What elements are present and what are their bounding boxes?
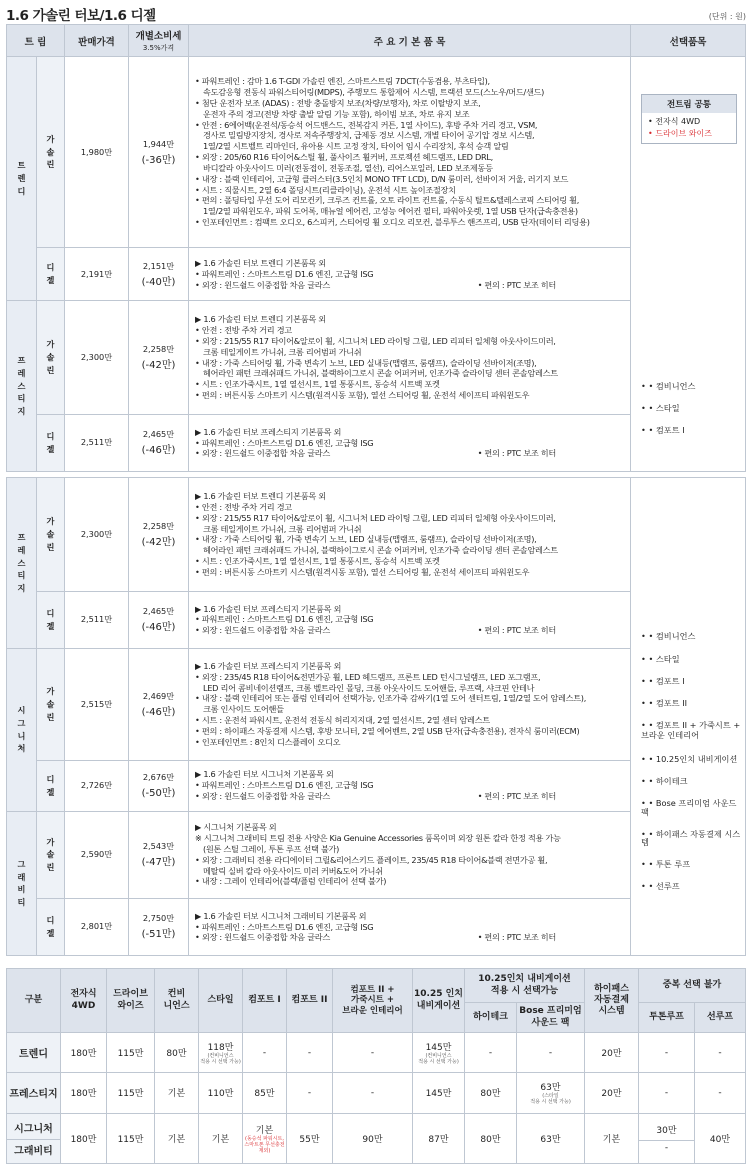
cell: 63만 (스타일 적용 시 선택 가능): [517, 1073, 585, 1113]
engine-gasoline: 가 솔 린: [37, 648, 65, 760]
option-item: • • 하이테크: [641, 777, 741, 785]
engine-diesel: 디 젤: [37, 760, 65, 811]
cell: -: [333, 1073, 413, 1113]
feature-list: ▶ 시그니처 기본품목 외 ※ 시그니처 그래비티 트림 전용 사양은 Kia Genuine Accessories 품목이며 외장 원톤 칼라 한정 적용 가능 (원톤 스틸 그레이, 투톤 루프 선택 불가) • 외장 : 그래비티 전용 라디에이터 그릴&리어스키드 플레이트, 235/45 R18 타이어&블랙 전면가공 휠, 메탈릭 실버 칼라 아웃사이드 미러 커버&도어 가니쉬 • 내장 : 그레이 인테리어(블랙/플럼 인테리어 선택 불가): [189, 811, 631, 898]
table-row: [7, 1033, 746, 1073]
trim-prestige: 프 레 스 티 지: [7, 477, 37, 648]
col-navigation: 10.25 인치 내비게이션: [413, 969, 465, 1033]
cell: 20만: [585, 1033, 639, 1073]
col-comfort2: 컴포트 II: [287, 969, 333, 1033]
page-title: 1.6 가솔린 터보/1.6 디젤: [6, 8, 156, 24]
engine-diesel: 디 젤: [37, 248, 65, 301]
cell: 기본: [155, 1113, 199, 1163]
col-division: 구분: [7, 969, 61, 1033]
cell: 145만: [413, 1073, 465, 1113]
cell: 20만: [585, 1073, 639, 1113]
cell: 85만: [243, 1073, 287, 1113]
trim-prestige: 프 레 스 티 지: [7, 301, 37, 472]
tax-price: 2,750만 (-51만): [129, 898, 189, 955]
tax-price: 2,469만 (-46만): [129, 648, 189, 760]
tax-price: 2,258만 (-42만): [129, 301, 189, 415]
cell: 180만: [61, 1113, 107, 1163]
cell: 80만: [465, 1073, 517, 1113]
cell: 기본: [199, 1113, 243, 1163]
feature-list: ▶ 1.6 가솔린 터보 트렌디 기본품목 외 • 안전 : 전방 주차 거리 경고 • 외장 : 215/55 R17 타이어&알로이 휠, 시그니처 LED 라이팅 그릴, LED 리피터 일체형 아웃사이드미러, 크롬 테일게이트 가니쉬, 크롬 리어범퍼 가니쉬 • 내장 : 가죽 스티어링 휠, 가죽 변속기 노브, LED 실내등(맵램프, 룸램프), 슬라이딩 선바이저(조명), 헤어라인 패턴 크래쉬패드 가니쉬, 블랙하이그로시 콘솔 어퍼커버, 인조가죽 슬라이딩 센터 콘솔암레스트 • 시트 : 인조가죽시트, 1열 열선시트, 1열 통풍시트, 동승석 시트백 포켓 • 편의 : 버튼시동 스마트키 시스템(원격시동 포함), 열선 스티어링 휠, 운전석 세이프티 파워윈도우: [189, 301, 631, 415]
header-tax: 개별소비세 3.5%가격: [129, 25, 189, 57]
col-4wd: 전자식 4WD: [61, 969, 107, 1033]
cell: 145만 (컨비니언스 적용 시 선택 가능): [413, 1033, 465, 1073]
row-label: 시그니처 그래비티: [7, 1113, 61, 1163]
col-style: 스타일: [199, 969, 243, 1033]
header-options: 선택품목: [631, 25, 746, 57]
engine-diesel: 디 젤: [37, 591, 65, 648]
header-price: 판매가격: [65, 25, 129, 57]
cell: 115만: [107, 1033, 155, 1073]
tax-price: 2,465만 (-46만): [129, 591, 189, 648]
cell: -: [333, 1033, 413, 1073]
header-features: 주 요 기 본 품 목: [189, 25, 631, 57]
engine-gasoline: 가 솔 린: [37, 57, 65, 248]
options-trendy-prestige: [631, 57, 746, 472]
option-price-table: [6, 968, 746, 1164]
cell: 63만: [517, 1113, 585, 1163]
engine-diesel: 디 젤: [37, 898, 65, 955]
trim-trendy: 트 렌 디: [7, 57, 37, 301]
cell: 110만: [199, 1073, 243, 1113]
cell: 30만 -: [639, 1113, 695, 1163]
table-row: [7, 1113, 746, 1163]
cell: -: [465, 1033, 517, 1073]
col-twotone: 투톤루프: [639, 1003, 695, 1033]
trim-signature: 시 그 니 처: [7, 648, 37, 811]
col-comfort1: 컴포트 I: [243, 969, 287, 1033]
unit-label: (단위 : 원): [708, 12, 746, 21]
header-trim: 트 림: [7, 25, 65, 57]
row-label: 트렌디: [7, 1033, 61, 1073]
option-item: • • 스타일: [641, 655, 741, 663]
price-table: [6, 24, 746, 956]
row-label: 프레스티지: [7, 1073, 61, 1113]
engine-gasoline: 가 솔 린: [37, 811, 65, 898]
sale-price: 2,726만: [65, 760, 129, 811]
option-item: • • 컴포트 II + 가죽시트 + 브라운 인테리어: [641, 721, 741, 741]
sale-price: 2,511만: [65, 414, 129, 471]
cell: 90만: [333, 1113, 413, 1163]
cell: -: [695, 1033, 746, 1073]
sale-price: 2,191만: [65, 248, 129, 301]
cell: -: [639, 1073, 695, 1113]
cell: 115만: [107, 1113, 155, 1163]
cell: 118만 (컨비니언스 적용 시 선택 가능): [199, 1033, 243, 1073]
tax-price: 2,151만 (-40만): [129, 248, 189, 301]
cell: 180만: [61, 1033, 107, 1073]
engine-gasoline: 가 솔 린: [37, 301, 65, 415]
option-item: • • 컴포트 I: [641, 426, 741, 434]
col-convenience: 컨비 니언스: [155, 969, 199, 1033]
cell: 기본: [155, 1073, 199, 1113]
cell: 40만: [695, 1113, 746, 1163]
sale-price: 2,590만: [65, 811, 129, 898]
cell: 180만: [61, 1073, 107, 1113]
cell: -: [287, 1033, 333, 1073]
cell: -: [639, 1033, 695, 1073]
cell: -: [287, 1073, 333, 1113]
col-comfort2-leather: 컴포트 II + 가죽시트 + 브라운 인테리어: [333, 969, 413, 1033]
engine-diesel: 디 젤: [37, 414, 65, 471]
cell: -: [695, 1073, 746, 1113]
tax-price: 2,676만 (-50만): [129, 760, 189, 811]
sale-price: 1,980만: [65, 57, 129, 248]
option-item: • • 컴비니언스: [641, 382, 741, 390]
cell: 115만: [107, 1073, 155, 1113]
common-options-box: 전트림 공통 • 전자식 4WD • 드라이브 와이즈: [641, 94, 737, 144]
feature-list: ▶ 1.6 가솔린 터보 트렌디 기본품목 외 • 안전 : 전방 주차 거리 경고 • 외장 : 215/55 R17 타이어&알로이 휠, 시그니처 LED 라이팅 그릴, LED 리피터 일체형 아웃사이드미러, 크롬 테일게이트 가니쉬, 크롬 리어범퍼 가니쉬 • 내장 : 가죽 스티어링 휠, 가죽 변속기 노브, LED 실내등(맵램프, 룸램프), 슬라이딩 선바이저(조명), 헤어라인 패턴 크래쉬패드 가니쉬, 블랙하이그로시 콘솔 어퍼커버, 인조가죽 슬라이딩 센터 콘솔암레스트 • 시트 : 인조가죽시트, 1열 열선시트, 1열 통풍시트, 동승석 시트백 포켓 • 편의 : 버튼시동 스마트키 시스템(원격시동 포함), 열선 스티어링 휠, 운전석 세이프티 파워윈도우: [189, 477, 631, 591]
sale-price: 2,511만: [65, 591, 129, 648]
option-item: • • 하이패스 자동결제 시스템: [641, 830, 741, 846]
sale-price: 2,515만: [65, 648, 129, 760]
col-bose: Bose 프리미엄 사운드 팩: [517, 1003, 585, 1033]
feature-list: ▶ 1.6 가솔린 터보 프레스티지 기본품목 외 • 파워트레인 : 스마트스트림 D1.6 엔진, 고급형 ISG • 외장 : 윈드쉴드 이중접합 차음 글라스 • 편의 : PTC 보조 히터: [189, 591, 631, 648]
sale-price: 2,300만: [65, 477, 129, 591]
feature-list: ▶ 1.6 가솔린 터보 트렌디 기본품목 외 • 파워트레인 : 스마트스트림 D1.6 엔진, 고급형 ISG • 외장 : 윈드쉴드 이중접합 차음 글라스 • 편의 : PTC 보조 히터: [189, 248, 631, 301]
cell: 87만: [413, 1113, 465, 1163]
cell: 80만: [155, 1033, 199, 1073]
col-hipass: 하이패스 자동결제 시스템: [585, 969, 639, 1033]
feature-list: ▶ 1.6 가솔린 터보 시그니처 기본품목 외 • 파워트레인 : 스마트스트림 D1.6 엔진, 고급형 ISG • 외장 : 윈드쉴드 이중접합 차음 글라스 • 편의 : PTC 보조 히터: [189, 760, 631, 811]
feature-list: ▶ 1.6 가솔린 터보 프레스티지 기본품목 외 • 외장 : 235/45 R18 타이어&전면가공 휠, LED 헤드램프, 프론트 LED 턴시그널램프, LED 포그램프, LED 리어 콤비네이션램프, 크롬 벨트라인 몰딩, 크롬 아웃사이드 도어핸들, 루프랙, 샤크핀 안테나 • 내장 : 블랙 인테리어 또는 플럼 인테리어 선택가능, 인조가죽 감싸기(1열 도어 센터트림, 1열/2열 도어 암레스트), 크롬 인사이드 도어핸들 • 시트 : 운전석 파워시트, 운전석 전동식 허리지지대, 2열 열선시트, 2열 센터 암레스트 • 편의 : 하이패스 자동결제 시스템, 후방 모니터, 2열 에어벤트, 2열 USB 단자(급속충전용), 전자식 룸미러(ECM) • 인포테인먼트 : 8인치 디스플레이 오디오: [189, 648, 631, 760]
options-prestige-signature: [631, 477, 746, 955]
col-exclusive: 중복 선택 불가: [639, 969, 746, 1003]
sale-price: 2,300만: [65, 301, 129, 415]
cell: 기본: [585, 1113, 639, 1163]
sale-price: 2,801만: [65, 898, 129, 955]
col-hitech: 하이테크: [465, 1003, 517, 1033]
option-item: • • 컴포트 I: [641, 677, 741, 685]
feature-list: ▶ 1.6 가솔린 터보 시그니처 그래비티 기본품목 외 • 파워트레인 : 스마트스트림 D1.6 엔진, 고급형 ISG • 외장 : 윈드쉴드 이중접합 차음 글라스 • 편의 : PTC 보조 히터: [189, 898, 631, 955]
option-item: • • 스타일: [641, 404, 741, 412]
option-item: • • 투톤 루프: [641, 860, 741, 868]
table-row: [7, 1073, 746, 1113]
tax-price: 1,944만 (-36만): [129, 57, 189, 248]
cell: -: [517, 1033, 585, 1073]
option-item: • • 선루프: [641, 882, 741, 890]
trim-gravity: 그 래 비 티: [7, 811, 37, 955]
col-sunroof: 선루프: [695, 1003, 746, 1033]
col-nav-options: 10.25인치 내비게이션 적용 시 선택가능: [465, 969, 585, 1003]
option-item: • • Bose 프리미엄 사운드 팩: [641, 799, 741, 815]
col-drivewise: 드라이브 와이즈: [107, 969, 155, 1033]
option-item: • • 컴포트 II: [641, 699, 741, 707]
cell: 기본 (동승석 파워시트, 스마트폰 무선충전 제외): [243, 1113, 287, 1163]
cell: -: [243, 1033, 287, 1073]
tax-price: 2,258만 (-42만): [129, 477, 189, 591]
feature-list: • 파워트레인 : 감마 1.6 T-GDI 가솔린 엔진, 스마트스트림 7DCT(수동겸용, 부츠타입), 속도감응형 전동식 파워스티어링(MDPS), 주행모드 통합제어 시스템, 트랙션 모드(스노우/머드/샌드) • 첨단 운전자 보조 (ADAS) : 전방 충돌방지 보조(차량/보행자), 차로 이탈방지 보조, 운전자 주의 경고(전방 차량 출발 알림 기능 포함), 하이빔 보조, 차로 유지 보조 • 안전 : 6에어백(운전석/동승석 어드밴스드, 전복감지 커튼, 1열 사이드), 후방 주차 거리 경고, VSM, 경사로 밀림방지장치, 경사로 저속주행장치, 급제동 경보 시스템, 개별 타이어 공기압 경보 시스템, 1열/2열 시트벨트 리마인더, 유아용 시트 고정 장치, 타이어 임시 수리장치, 후석 승객 알림 • 외장 : 205/60 R16 타이어&스틸 휠, 풀사이즈 휠커버, 프로젝션 헤드램프, LED DRL, 바디칼라 아웃사이드 미러(전동접이, 전동조절, 열선), 리어스포일러, LED 보조제동등 • 내장 : 블랙 인테리어, 고급형 클러스터(3.5인치 MONO TFT LCD), D/N 룸미러, 선바이저 거울, 러기지 보드 • 시트 : 직물시트, 2열 6:4 폴딩시트(리클라이닝), 운전석 시트 높이조절장치 • 편의 : 폴딩타입 무선 도어 리모컨키, 크루즈 컨트롤, 오토 라이트 컨트롤, 수동식 틸트&텔레스코픽 스티어링 휠, 1열/2열 파워윈도우, 파워 도어록, 매뉴얼 에어컨, 고성능 에어컨 필터, 파워아웃렛, 1열 USB 단자(급속충전용) • 인포테인먼트 : 컴팩트 오디오, 6스피커, 스티어링 휠 오디오 리모컨, 블루투스 핸즈프리, USB 단자(데이터 리딩용): [189, 57, 631, 248]
tax-price: 2,465만 (-46만): [129, 414, 189, 471]
option-item: • • 10.25인치 내비게이션: [641, 755, 741, 763]
option-item: • • 컴비니언스: [641, 632, 741, 640]
tax-price: 2,543만 (-47만): [129, 811, 189, 898]
feature-list: ▶ 1.6 가솔린 터보 프레스티지 기본품목 외 • 파워트레인 : 스마트스트림 D1.6 엔진, 고급형 ISG • 외장 : 윈드쉴드 이중접합 차음 글라스 • 편의 : PTC 보조 히터: [189, 414, 631, 471]
cell: 55만: [287, 1113, 333, 1163]
engine-gasoline: 가 솔 린: [37, 477, 65, 591]
cell: 80만: [465, 1113, 517, 1163]
